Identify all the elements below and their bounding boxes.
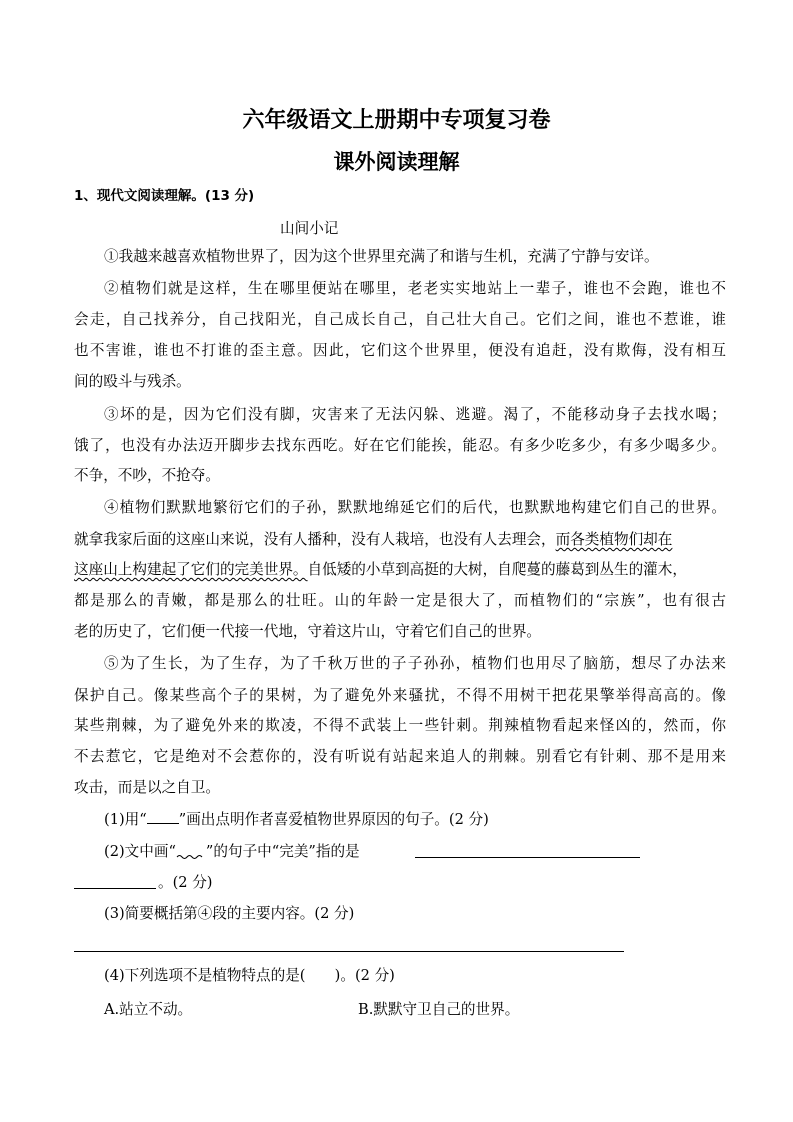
paragraph-4-line-1: ④植物们默默地繁衍它们的子孙，默默地绵延它们的后代，也默默地构建它们自己的世界。 bbox=[104, 499, 726, 516]
paragraph-5-line-5: 攻击，而是以之自卫。 bbox=[74, 779, 220, 796]
paragraph-5-line-2: 保护自己。像某些高个子的果树，为了避免外来骚扰，不得不用树干把花果擎举得高高的。像 bbox=[74, 687, 726, 704]
paragraph-4-line-3 bbox=[74, 560, 726, 580]
document-title: 六年级语文上册期中专项复习卷 bbox=[242, 108, 551, 133]
paragraph-4-line-2 bbox=[74, 530, 726, 550]
document-subtitle: 课外阅读理解 bbox=[333, 150, 460, 174]
paragraph-4-line-3-text: 自低矮的小草到高挺的大树，自爬蔓的藤葛到丛生的灌木， bbox=[307, 561, 687, 578]
paragraph-1-line-1: ①我越来越喜欢植物世界了，因为这个世界里充满了和谐与生机，充满了宁静与安详。 bbox=[104, 248, 659, 265]
subquestion-2: (2)文中画“ ”的句子中“完美”指的是 bbox=[104, 843, 360, 860]
paragraph-2-line-1: ②植物们就是这样，生在哪里便站在哪里，老老实实地站上一辈子，谁也不会跑，谁也不 bbox=[104, 280, 726, 297]
subquestion-4: (4)下列选项不是植物特点的是( )。(2 分) bbox=[104, 967, 395, 984]
answer-line-3[interactable] bbox=[74, 951, 624, 952]
paragraph-3-line-1: ③坏的是，因为它们没有脚，灾害来了无法闪躲、逃避。渴了，不能移动身子去找水喝； bbox=[104, 406, 726, 423]
paragraph-4-line-2-text: 就拿我家后面的这座山来说，没有人播种，没有人栽培，也没有人去理会， bbox=[74, 531, 556, 548]
paragraph-2-line-3: 也不害谁，谁也不打谁的歪主意。因此，它们这个世界里，便没有追赶，没有欺侮，没有相互 bbox=[74, 342, 726, 359]
paragraph-2-line-4: 间的殴斗与残杀。 bbox=[74, 373, 191, 390]
paragraph-5-line-1: ⑤为了生长，为了生存，为了千秋万世的子子孙孙，植物们也用尽了脑筋，想尽了办法来 bbox=[104, 655, 726, 672]
paragraph-4-line-4: 都是那么的青嫩，都是那么的壮旺。山的年龄一定是很大了，而植物们的“宗族”，也有很古 bbox=[74, 592, 726, 609]
answer-line-2a[interactable] bbox=[415, 857, 640, 858]
subquestion-3: (3)简要概括第④段的主要内容。(2 分) bbox=[104, 905, 355, 922]
subquestion-1: (1)用“ ”画出点明作者喜爱植物世界原因的句子。(2 分) bbox=[104, 811, 489, 828]
paragraph-3-line-3: 不争，不吵，不抢夺。 bbox=[74, 467, 220, 484]
paragraph-3-line-2: 饿了，也没有办法迈开脚步去找东西吃。好在它们能挨，能忍。有多少吃多少，有多少喝多少。 bbox=[74, 437, 726, 454]
wavy-underlined-sentence-end: 这座山上构建起了它们的完美世界。 bbox=[74, 561, 308, 578]
paragraph-2-line-2: 会走，自己找养分，自己找阳光，自己成长自己，自己壮大自己。它们之间，谁也不惹谁，谁 bbox=[74, 311, 726, 328]
option-a[interactable]: A.站立不动。 bbox=[104, 1001, 193, 1018]
straight-line-symbol bbox=[147, 811, 179, 824]
question-heading: 1、现代文阅读理解。(13 分) bbox=[74, 188, 255, 204]
paragraph-5-line-4: 不去惹它，它是绝对不会惹你的，没有听说有站起来追人的荆棘。别看它有针刺、那不是用来 bbox=[74, 748, 726, 765]
passage-title: 山间小记 bbox=[280, 220, 339, 237]
wavy-line-symbol bbox=[176, 848, 206, 860]
paragraph-5-line-3: 某些荆棘，为了避免外来的欺凌，不得不武装上一些针刺。荆辣植物看起来怪凶的，然而，你 bbox=[74, 717, 726, 734]
answer-line-2b[interactable] bbox=[74, 888, 156, 889]
wavy-underlined-sentence-start: 而各类植物们却在 bbox=[555, 531, 673, 548]
subquestion-2-score: 。(2 分) bbox=[158, 874, 213, 891]
paragraph-4-line-5: 老的历史了，它们便一代接一代地，守着这片山，守着它们自己的世界。 bbox=[74, 623, 542, 640]
option-b[interactable]: B.默默守卫自己的世界。 bbox=[358, 1001, 520, 1018]
